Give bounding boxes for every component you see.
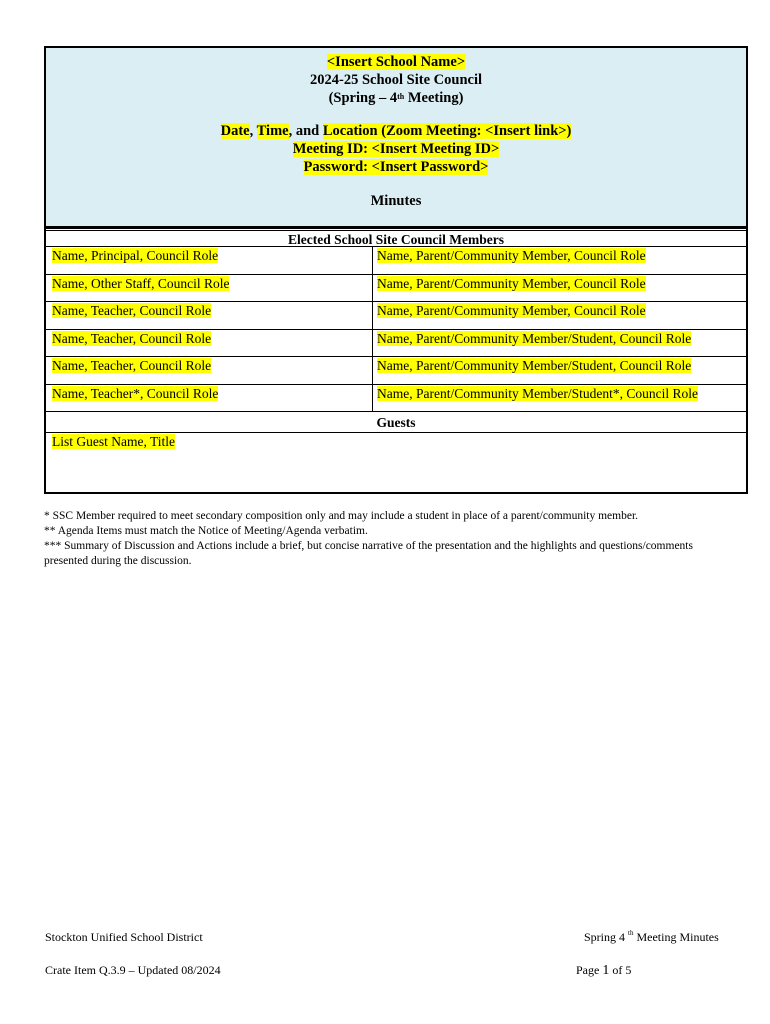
date-time-location: Date, Time, and Location (Zoom Meeting: <Insert link>): [220, 123, 572, 139]
meeting-id: Meeting ID: <Insert Meeting ID>: [292, 141, 500, 157]
date-placeholder: Date: [220, 123, 250, 139]
member-row: [377, 331, 691, 347]
member-row-line: [46, 356, 746, 357]
member-row: [377, 276, 646, 292]
member-row: [377, 358, 691, 374]
member-row-line: [46, 246, 746, 247]
member-row: [52, 358, 211, 374]
member-row-line: [46, 274, 746, 275]
footnote-2: ** Agenda Items must match the Notice of Meeting/Agenda verbatim.: [44, 525, 368, 537]
meeting-header: [46, 48, 746, 229]
member-left-cell: Name, Teacher, Council Role: [52, 358, 212, 373]
location-placeholder: Location (Zoom Meeting: <Insert link>): [322, 123, 572, 139]
member-row: [52, 303, 211, 319]
minutes-title: Minutes: [370, 193, 422, 209]
member-right-cell: Name, Parent/Community Member, Council Role: [377, 248, 646, 263]
member-left-cell: Name, Other Staff, Council Role: [52, 275, 230, 291]
member-row: [52, 248, 218, 264]
member-row: [377, 386, 698, 402]
member-row: [52, 331, 211, 347]
member-row-line: [46, 384, 746, 385]
footer-item: Crate Item Q.3.9 – Updated 08/2024: [45, 963, 221, 977]
footer-district: Stockton Unified School District: [45, 930, 203, 944]
guests-heading: Guests: [376, 415, 416, 430]
guests-divider: [46, 432, 746, 433]
members-bottom-line: [46, 411, 746, 412]
member-right-cell: Name, Parent/Community Member/Student, Council Role: [377, 358, 692, 373]
members-heading: Elected School Site Council Members: [288, 232, 504, 247]
member-row-line: [46, 301, 746, 302]
member-right-cell: Name, Parent/Community Member, Council Role: [377, 303, 646, 318]
member-row: [377, 248, 646, 264]
council-title: 2024-25 School Site Council: [310, 72, 482, 88]
minutes-table: [44, 46, 748, 494]
member-row: [377, 303, 646, 319]
member-left-cell: Name, Principal, Council Role: [52, 248, 219, 263]
header-divider: [46, 230, 746, 231]
guest-entry: List Guest Name, Title: [52, 434, 176, 449]
meeting-number: (Spring – 4th Meeting): [328, 90, 464, 106]
footer-meeting-label: Spring 4 $^{th}$ Meeting Minutes: [584, 929, 719, 944]
member-row: [52, 276, 229, 292]
footnote-1: * SSC Member required to meet secondary composition only and may include a student in place of a parent/community member.: [44, 510, 639, 522]
footnote-3: *** Summary of Discussion and Actions include a brief, but concise narrative of the presentation and the highlights and questions/comments presented during the discussion.: [44, 540, 693, 567]
member-right-cell: Name, Parent/Community Member/Student*, Council Role: [377, 385, 698, 401]
member-right-cell: Name, Parent/Community Member, Council Role: [377, 275, 646, 291]
time-placeholder: Time: [256, 123, 289, 139]
school-name: <Insert School Name>: [326, 54, 466, 70]
page-number: Page 1 of 5: [576, 963, 632, 978]
member-row: [52, 386, 218, 402]
member-left-cell: Name, Teacher, Council Role: [52, 330, 212, 346]
member-left-cell: Name, Teacher, Council Role: [52, 303, 212, 318]
member-row-line: [46, 329, 746, 330]
member-left-cell: Name, Teacher*, Council Role: [52, 385, 219, 401]
footnotes: [44, 509, 734, 569]
member-right-cell: Name, Parent/Community Member/Student, Council Role: [377, 330, 692, 346]
meeting-password: Password: <Insert Password>: [303, 159, 489, 175]
